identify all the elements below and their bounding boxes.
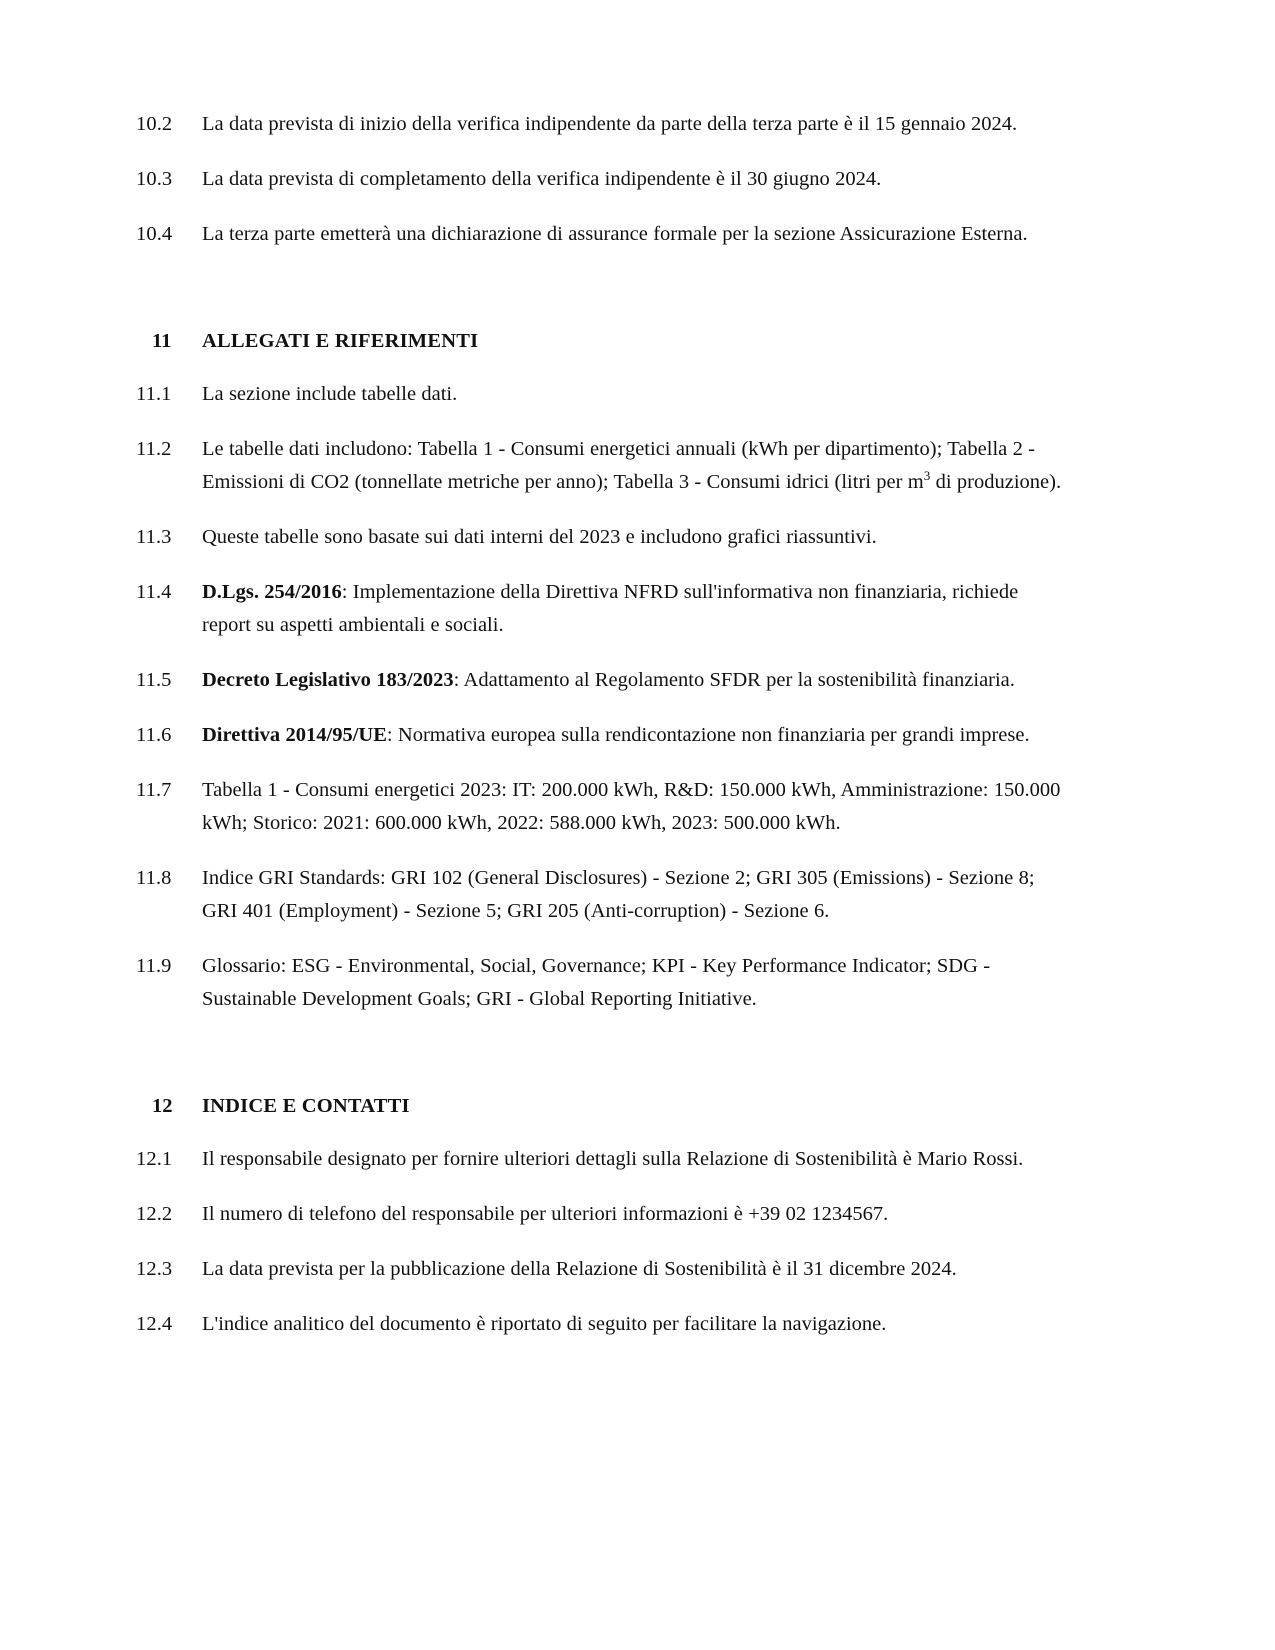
clause-item	[136, 521, 1072, 554]
clause-text: Tabella 1 - Consumi energetici 2023: IT: 200.000 kWh, R&D: 150.000 kWh, Amministrazione: 150.000 kWh; Storico: 2021: 600.000 kWh, 2022: 588.000 kWh, 2023: 500.000 kWh.	[202, 779, 1061, 834]
clause-number: 11.2	[136, 438, 172, 460]
clause-number: 11.6	[136, 724, 172, 746]
clause-text: Direttiva 2014/95/UE: Normativa europea sulla rendicontazione non finanziaria per grandi imprese.	[202, 724, 1030, 746]
section-heading	[136, 1090, 1072, 1123]
clause-item	[136, 108, 1072, 141]
clause-text: La data prevista di completamento della verifica indipendente è il 30 giugno 2024.	[202, 168, 882, 190]
section-heading	[136, 325, 1072, 358]
clause-item	[136, 576, 1072, 642]
document-body	[136, 108, 1072, 1341]
clause-text: Glossario: ESG - Environmental, Social, Governance; KPI - Key Performance Indicator; SDG - Sustainable Development Goals; GRI - Global Reporting Initiative.	[202, 955, 991, 1010]
clause-text: Il numero di telefono del responsabile per ulteriori informazioni è +39 02 1234567.	[202, 1203, 889, 1225]
clause-item	[136, 1198, 1072, 1231]
clause-item	[136, 664, 1072, 697]
clause-number: 11.8	[136, 867, 172, 889]
clause-text: Indice GRI Standards: GRI 102 (General Disclosures) - Sezione 2; GRI 305 (Emissions) - Sezione 8; GRI 401 (Employment) - Sezione 5; GRI 205 (Anti-corruption) - Sezione 6.	[202, 867, 1035, 922]
clause-text: L'indice analitico del documento è riportato di seguito per facilitare la navigazione.	[202, 1313, 887, 1335]
clause-number: 11.7	[136, 779, 172, 801]
clause-number: 12.2	[136, 1203, 173, 1225]
clause-text: D.Lgs. 254/2016: Implementazione della Direttiva NFRD sull'informativa non finanziaria, richiede report su aspetti ambientali e sociali.	[202, 581, 1019, 636]
clause-number: 12.3	[136, 1258, 173, 1280]
section-number: 11	[152, 330, 172, 352]
clause-item	[136, 1308, 1072, 1341]
clause-number: 11.3	[136, 526, 172, 548]
clause-item	[136, 1253, 1072, 1286]
clause-number: 11.9	[136, 955, 172, 977]
clause-item	[136, 950, 1072, 1016]
clause-text: Il responsabile designato per fornire ulteriori dettagli sulla Relazione di Sostenibilità è Mario Rossi.	[202, 1148, 1024, 1170]
clause-text: Decreto Legislativo 183/2023: Adattamento al Regolamento SFDR per la sostenibilità finanziaria.	[202, 669, 1015, 691]
clause-text: Queste tabelle sono basate sui dati interni del 2023 e includono grafici riassuntivi.	[202, 526, 877, 548]
clause-item	[136, 862, 1072, 928]
clause-text: La data prevista di inizio della verifica indipendente da parte della terza parte è il 15 gennaio 2024.	[202, 113, 1018, 135]
clause-number: 12.4	[136, 1313, 173, 1335]
clause-text: La terza parte emetterà una dichiarazione di assurance formale per la sezione Assicurazione Esterna.	[202, 223, 1028, 245]
clause-item	[136, 218, 1072, 251]
clause-number: 11.4	[136, 581, 172, 603]
clause-item	[136, 719, 1072, 752]
section-spacer	[136, 273, 1072, 325]
clause-number: 12.1	[136, 1148, 173, 1170]
clause-number: 10.3	[136, 168, 173, 190]
clause-item	[136, 433, 1072, 499]
clause-text: Le tabelle dati includono: Tabella 1 - Consumi energetici annuali (kWh per dipartimento); Tabella 2 - Emissioni di CO2 (tonnellate metriche per anno); Tabella 3 - Consumi idrici (litri per $m^3$ di produzione).	[202, 438, 1062, 493]
clause-number: 11.5	[136, 669, 172, 691]
clause-number: 11.1	[136, 383, 172, 405]
section-spacer	[136, 1038, 1072, 1090]
clause-number: 10.2	[136, 113, 173, 135]
section-title: ALLEGATI E RIFERIMENTI	[202, 330, 479, 352]
section-title: INDICE E CONTATTI	[202, 1095, 410, 1117]
clause-item	[136, 774, 1072, 840]
clause-item	[136, 378, 1072, 411]
clause-text: La data prevista per la pubblicazione della Relazione di Sostenibilità è il 31 dicembre 2024.	[202, 1258, 957, 1280]
section-number: 12	[152, 1095, 173, 1117]
clause-number: 10.4	[136, 223, 173, 245]
clause-text: La sezione include tabelle dati.	[202, 383, 458, 405]
clause-item	[136, 163, 1072, 196]
clause-item	[136, 1143, 1072, 1176]
